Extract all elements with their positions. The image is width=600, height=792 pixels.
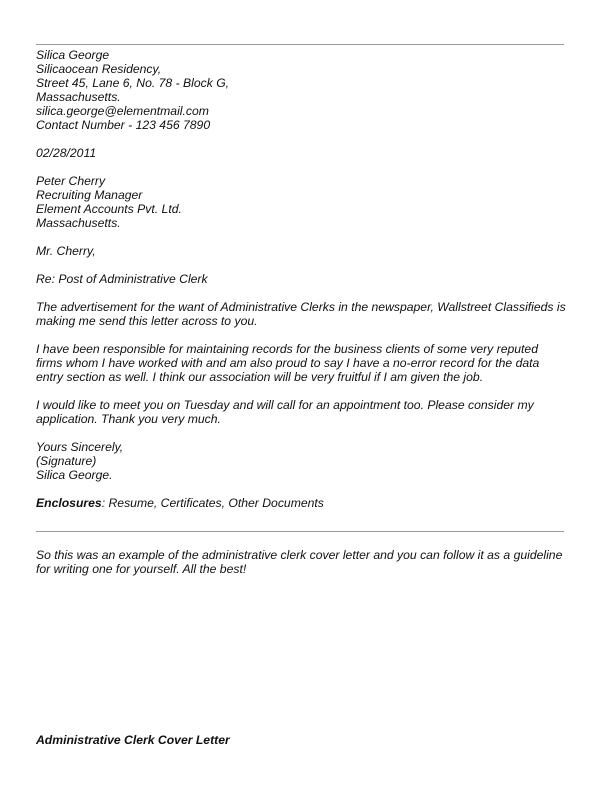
recipient-title: Recruiting Manager <box>36 188 143 202</box>
section-divider <box>36 531 564 532</box>
document-caption: Administrative Clerk Cover Letter <box>36 733 230 747</box>
cover-letter <box>36 48 566 510</box>
guideline-note: So this was an example of the administrative clerk cover letter and you can follow it as a guideline for writing one for yourself. All the best! <box>36 548 563 576</box>
sender-address-line-2: Street 45, Lane 6, No. 78 - Block G, <box>36 76 230 90</box>
signature-placeholder: (Signature) <box>36 454 97 468</box>
sender-address-line-1: Silicaocean Residency, <box>36 62 162 76</box>
sender-contact: Contact Number - 123 456 7890 <box>36 118 211 132</box>
salutation: Mr. Cherry, <box>36 244 96 258</box>
sign-off: Yours Sincerely, <box>36 440 124 454</box>
subject-line: Re: Post of Administrative Clerk <box>36 272 208 286</box>
recipient-name: Peter Cherry <box>36 174 106 188</box>
closing-block <box>36 440 566 482</box>
top-divider <box>36 44 564 45</box>
recipient-location: Massachusetts. <box>36 216 121 230</box>
sender-address-line-3: Massachusetts. <box>36 90 121 104</box>
enclosures-line <box>36 496 566 510</box>
sender-block <box>36 48 566 132</box>
body-paragraph: I have been responsible for maintaining records for the business clients of some very reputed firms whom I have worked with and am also proud to say I have a no-error record for the data entry section as well. I think our association will be very fruitful if I am given the job. <box>36 342 540 384</box>
enclosures-text: : Resume, Certificates, Other Documents <box>101 496 324 510</box>
signer-name: Silica George. <box>36 468 113 482</box>
body-paragraph: The advertisement for the want of Administrative Clerks in the newspaper, Wallstreet Classifieds is making me send this letter across to you. <box>36 300 566 328</box>
enclosures-label: Enclosures <box>36 496 102 510</box>
recipient-block <box>36 174 566 230</box>
sender-name: Silica George <box>36 48 110 62</box>
recipient-company: Element Accounts Pvt. Ltd. <box>36 202 182 216</box>
sender-email: silica.george@elementmail.com <box>36 104 209 118</box>
letter-date: 02/28/2011 <box>36 146 97 160</box>
body-paragraph: I would like to meet you on Tuesday and will call for an appointment too. Please consider my application. Thank you very much. <box>36 398 534 426</box>
